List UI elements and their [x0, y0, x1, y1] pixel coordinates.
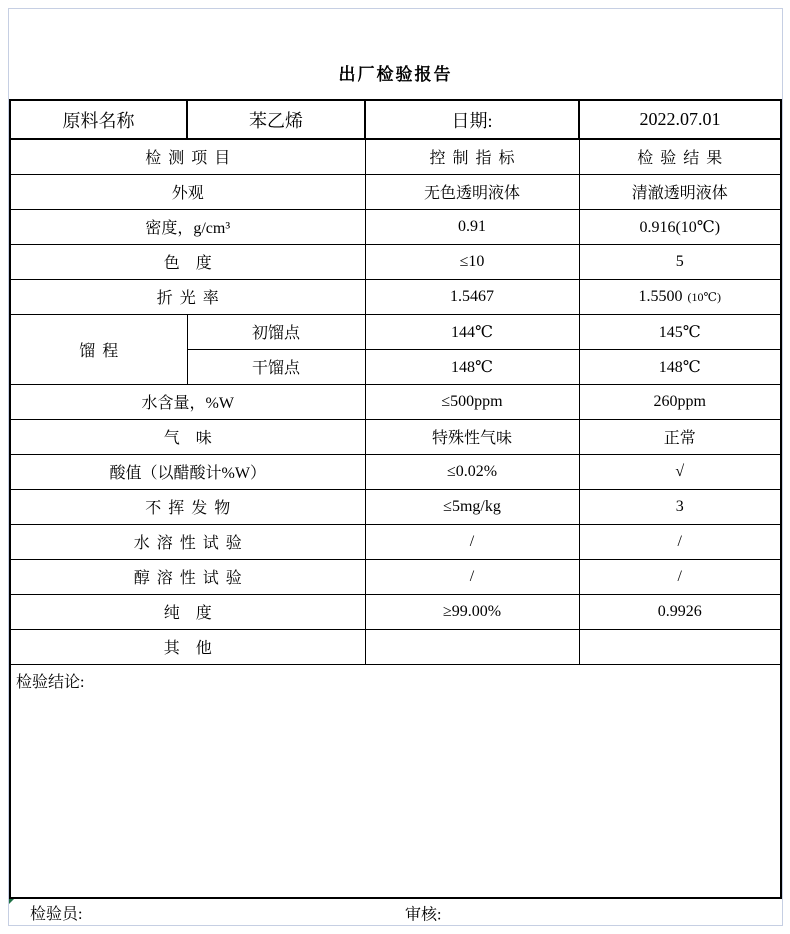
inspection-table: [9, 99, 782, 899]
table-row-water-solubility: [10, 524, 781, 559]
inspector-label: 检验员:: [30, 906, 83, 923]
result-value-cell: 0.9926: [579, 594, 781, 629]
row-label-cell: 其 他: [10, 629, 365, 664]
report-title: 出厂检验报告: [338, 65, 453, 84]
table-row-odor: [10, 419, 781, 454]
control-value-cell: /: [365, 559, 579, 594]
table-row-other: [10, 629, 781, 664]
control-value-cell: 148℃: [365, 349, 579, 384]
control-value-cell: ≤10: [365, 244, 579, 279]
control-value-cell: 无色透明液体: [365, 174, 579, 209]
table-row-refractive-index: [10, 279, 781, 314]
col-header-control: 控 制 指 标: [365, 139, 579, 174]
row-label-cell: 外观: [10, 174, 365, 209]
reviewer-label: 审核:: [405, 906, 442, 923]
conclusion-cell: 检验结论:: [10, 664, 781, 898]
result-value-cell: 0.916(10℃): [579, 209, 781, 244]
control-value-cell: [365, 629, 579, 664]
control-value-cell: 特殊性气味: [365, 419, 579, 454]
row-label-cell: 酸值（以醋酸计%W）: [10, 454, 365, 489]
sheet-area: [8, 8, 783, 926]
control-value-cell: 0.91: [365, 209, 579, 244]
result-value-cell: /: [579, 559, 781, 594]
control-value-cell: ≤5mg/kg: [365, 489, 579, 524]
result-value-cell: /: [579, 524, 781, 559]
date-value: 2022.07.01: [579, 100, 781, 139]
header-row: [10, 100, 781, 139]
row-label-cell: 折 光 率: [10, 279, 365, 314]
result-value: 1.5500: [638, 287, 683, 305]
row-label-cell: 不 挥 发 物: [10, 489, 365, 524]
row-label-cell: 干馏点: [187, 349, 365, 384]
row-label-cell: 水 溶 性 试 验: [10, 524, 365, 559]
col-header-result: 检 验 结 果: [579, 139, 781, 174]
result-value-cell: 148℃: [579, 349, 781, 384]
row-label-cell: 初馏点: [187, 314, 365, 349]
table-row-acid-value: [10, 454, 781, 489]
row-label-cell: 密度，g/cm³: [10, 209, 365, 244]
result-value-cell: 145℃: [579, 314, 781, 349]
control-value-cell: ≤0.02%: [365, 454, 579, 489]
row-label-cell: 水含量，%W: [10, 384, 365, 419]
result-value-cell: 260ppm: [579, 384, 781, 419]
table-row-appearance: [10, 174, 781, 209]
row-label-cell: 气 味: [10, 419, 365, 454]
material-name-label: 原料名称: [10, 100, 187, 139]
result-value-cell: √: [579, 454, 781, 489]
result-value-cell: [579, 279, 781, 314]
col-header-item: 检 测 项 目: [10, 139, 365, 174]
table-row-density: [10, 209, 781, 244]
table-row-alcohol-solubility: [10, 559, 781, 594]
conclusion-row: [10, 664, 781, 898]
cell-error-indicator-icon: [9, 899, 14, 904]
control-value-cell: 144℃: [365, 314, 579, 349]
table-row-chroma: [10, 244, 781, 279]
row-label-cell: 色 度: [10, 244, 365, 279]
control-value-cell: 1.5467: [365, 279, 579, 314]
distillation-group-label-cell: 馏 程: [10, 314, 187, 384]
table-row-nonvolatile: [10, 489, 781, 524]
table-row-water-content: [10, 384, 781, 419]
signature-row: [9, 899, 782, 926]
title-area: [9, 9, 782, 99]
table-row-purity: [10, 594, 781, 629]
control-value-cell: /: [365, 524, 579, 559]
table-row-distillation-initial: [10, 314, 781, 349]
control-value-cell: ≤500ppm: [365, 384, 579, 419]
result-value-cell: 5: [579, 244, 781, 279]
column-header-row: [10, 139, 781, 174]
material-name-value: 苯乙烯: [187, 100, 365, 139]
result-temp-note: (10℃): [687, 289, 721, 304]
date-label: 日期:: [365, 100, 579, 139]
row-label-cell: 醇 溶 性 试 验: [10, 559, 365, 594]
row-label-cell: 纯 度: [10, 594, 365, 629]
result-value-cell: 清澈透明液体: [579, 174, 781, 209]
result-value-cell: 正常: [579, 419, 781, 454]
result-value-cell: [579, 629, 781, 664]
result-value-cell: 3: [579, 489, 781, 524]
control-value-cell: ≥99.00%: [365, 594, 579, 629]
